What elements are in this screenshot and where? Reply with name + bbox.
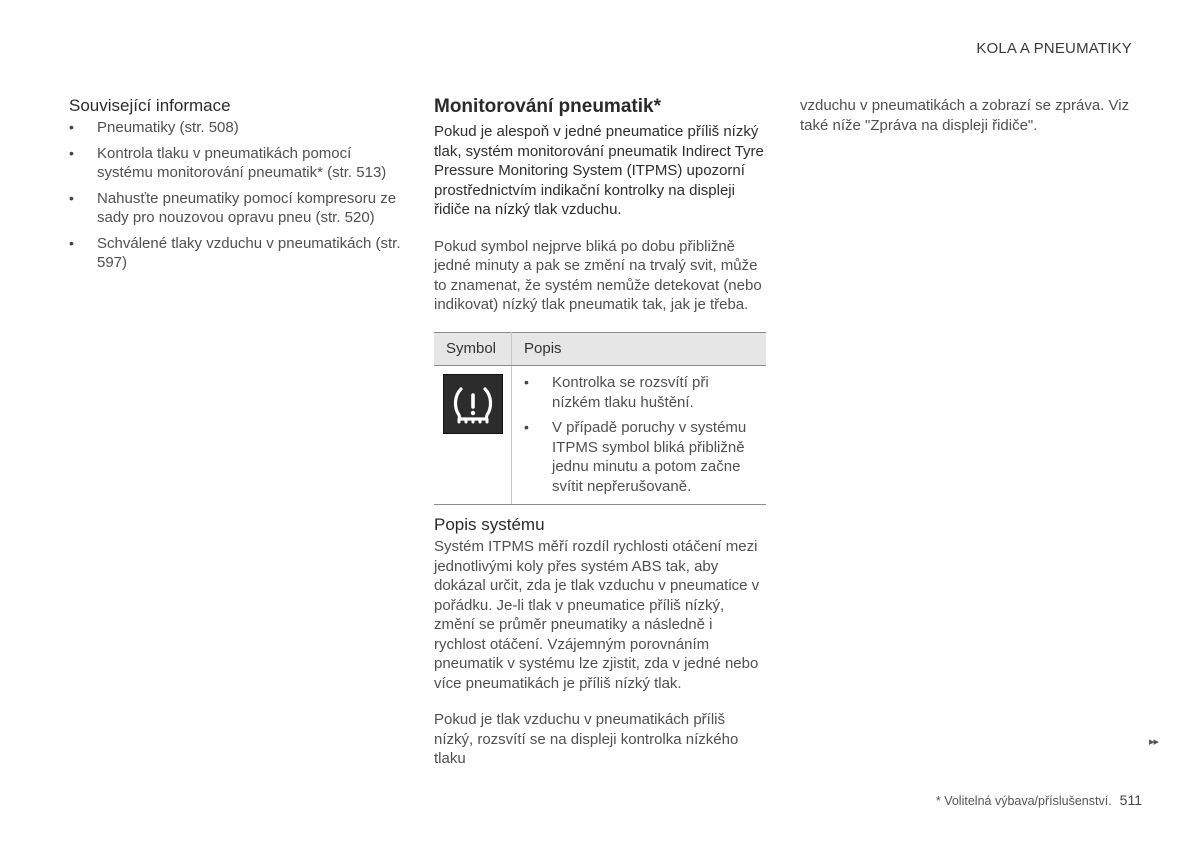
low-pressure-paragraph: Pokud je tlak vzduchu v pneumatikách příliš nízký, rozsvítí se na displeji kontrolka nízkého tlaku — [434, 711, 739, 767]
main-article-column — [434, 96, 767, 769]
related-link-compressor[interactable]: • Nahusťte pneumatiky pomocí kompresoru ze sady pro nouzovou opravu pneu (str. 520) — [69, 189, 404, 228]
tire-pressure-warning-icon — [443, 374, 503, 434]
footnote: * Volitelná výbava/příslušenství. — [935, 794, 1112, 808]
system-description-paragraph: Systém ITPMS měří rozdíl rychlosti otáčení mezi jednotlivými koly přes systém ABS tak, aby dokázal určit, zda je tlak vzduchu v pneumatice v pořádku. Je-li tlak v pneumatice příliš nízký, změní se průměr pneumatiky a následně i rychlost otáčení. Vzájemným porovnáním pneumatik v systému lze zjistit, zda v jedné nebo více pneumatikách je příliš nízký tlak. — [434, 538, 760, 692]
related-info-column — [69, 96, 404, 279]
symbol-column-header: Symbol — [434, 332, 512, 366]
description-cell — [512, 366, 767, 505]
continuation-column — [800, 96, 1135, 135]
related-link-approved-pressures[interactable]: • Schválené tlaky vzduchu v pneumatikách (str. 597) — [69, 234, 404, 273]
list-item: • Kontrolka se rozsvítí při nízkém tlaku huštění. — [524, 373, 758, 412]
related-info-heading: Související informace — [69, 96, 231, 115]
symbol-table — [434, 332, 766, 506]
continuation-text: vzduchu v pneumatikách a zobrazí se zpráva. Viz také níže "Zpráva na displeji řidiče". — [800, 97, 1130, 134]
related-info-list — [69, 118, 404, 273]
description-list — [524, 373, 758, 496]
description-column-header: Popis — [512, 332, 767, 366]
related-link-tyres[interactable]: • Pneumatiky (str. 508) — [69, 118, 404, 138]
continue-arrow-icon: ▸▸ — [1149, 736, 1159, 748]
table-row — [434, 366, 766, 505]
section-header: KOLA A PNEUMATIKY — [976, 40, 1132, 57]
page-footer — [936, 792, 1142, 808]
list-item: • V případě poruchy v systému ITPMS symbol bliká přibližně jednu minutu a potom začne svítit nepřerušovaně. — [524, 418, 758, 496]
symbol-cell — [434, 366, 512, 505]
article-intro: Pokud je alespoň v jedné pneumatice příliš nízký tlak, systém monitorování pneumatik Indirect Tyre Pressure Monitoring System (ITPMS) upozorní prostřednictvím indikační kontrolky na displeji řidiče na nízký tlak vzduchu. — [434, 123, 764, 218]
system-description-heading: Popis systému — [434, 515, 545, 534]
related-link-pressure-check[interactable]: • Kontrola tlaku v pneumatikách pomocí systému monitorování pneumatik* (str. 513) — [69, 144, 404, 183]
page-number: 511 — [1119, 792, 1142, 808]
article-title: Monitorování pneumatik* — [434, 96, 661, 117]
article-paragraph-blinking: Pokud symbol nejprve bliká po dobu přibližně jedné minuty a pak se změní na trvalý svit, může to znamenat, že systém nemůže detekovat (nebo indikovat) nízký tlak pneumatik tak, jak je třeba. — [434, 237, 762, 313]
